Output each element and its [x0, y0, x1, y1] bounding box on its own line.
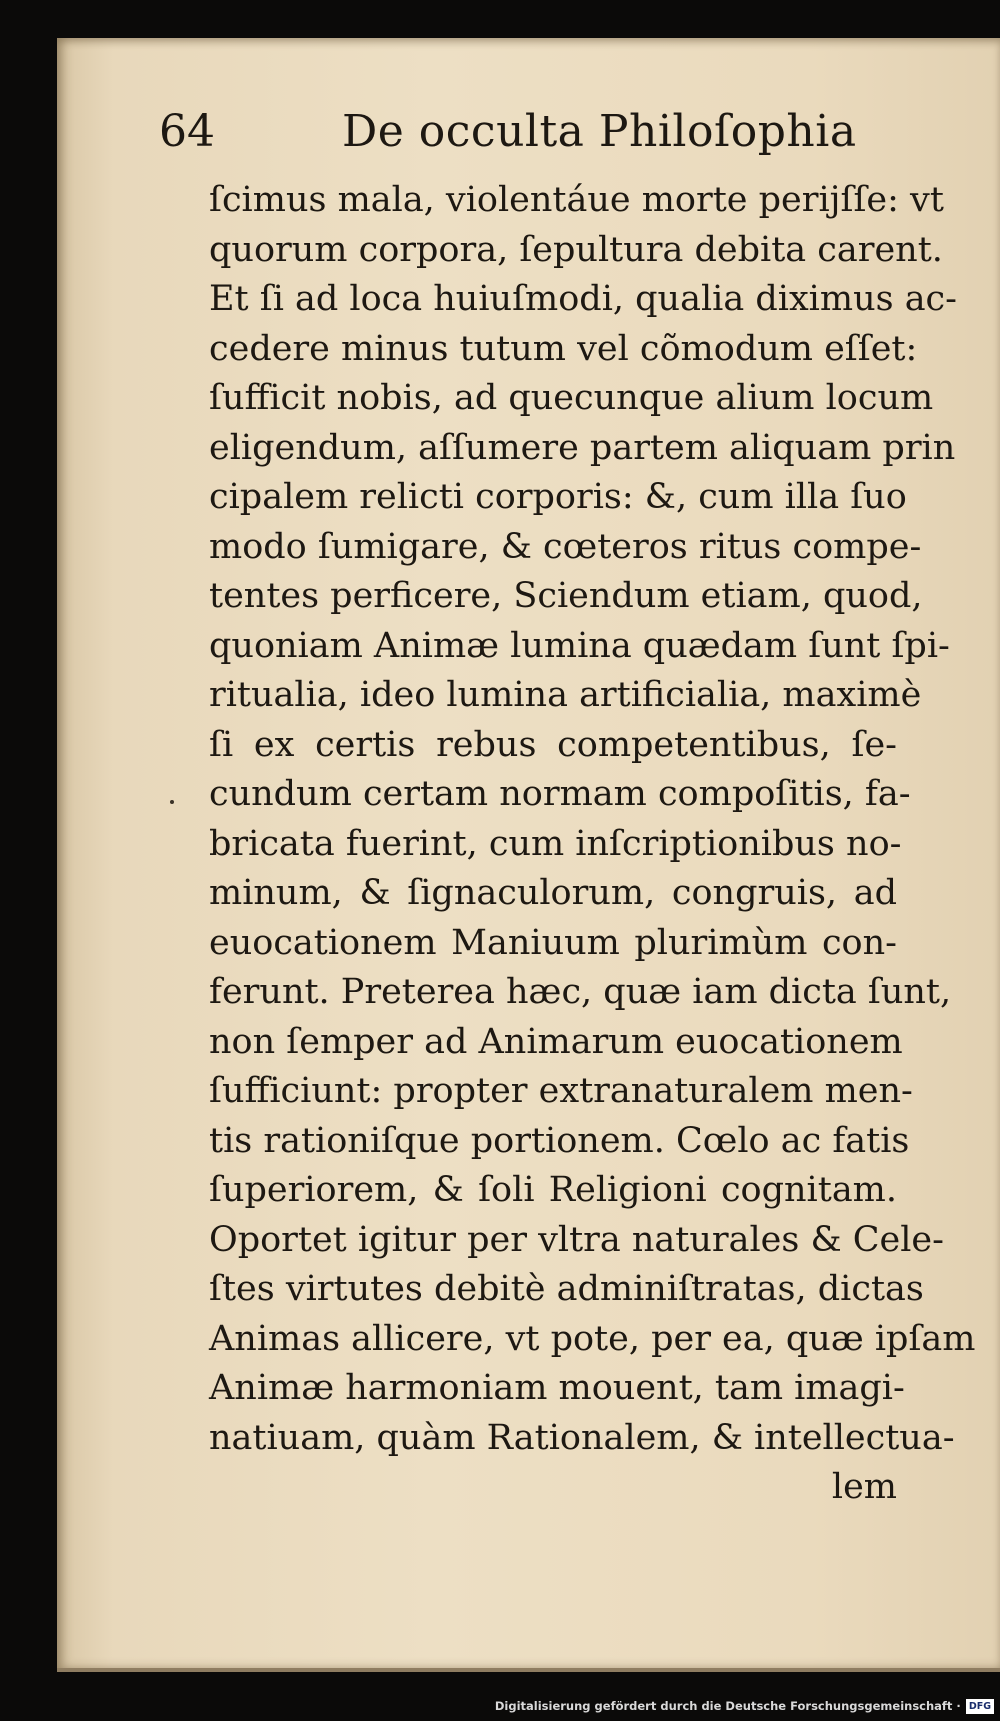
- text-line: cedere minus tutum vel cõmodum eſſet:: [209, 328, 918, 369]
- page-header: [57, 106, 1000, 168]
- text-line: Et ſi ad loca huiuſmodi, qualia diximus ac-: [209, 279, 957, 319]
- text-line: quorum corpora, ſepultura debita carent.: [209, 229, 943, 270]
- text-line: minum, & ſignaculorum, congruis, ad: [209, 873, 897, 913]
- text-line: ſi ex certis rebus competentibus, ſe-: [209, 724, 897, 765]
- text-line: ſtes virtutes debitè adminiſtratas, dictas: [209, 1269, 924, 1309]
- text-line: Oportet igitur per vltra naturales & Cele-: [209, 1219, 944, 1260]
- text-line: ritualia, ideo lumina artificialia, maximè: [209, 675, 922, 715]
- text-line: Animas allicere, vt pote, per ea, quæ ipſam: [209, 1318, 976, 1359]
- catchword: lem: [831, 1467, 897, 1507]
- body-text: [209, 176, 976, 1513]
- running-title: De occulta Philoſophia: [342, 106, 857, 157]
- text-line: tis rationiſque portionem. Cœlo ac fatis: [209, 1120, 910, 1161]
- book-page: [57, 38, 1000, 1668]
- text-line: modo ſumigare, & cœteros ritus compe-: [209, 526, 922, 567]
- text-line: ferunt. Preterea hæc, quæ iam dicta ſunt,: [209, 972, 952, 1012]
- credit-text: Digitalisierung gefördert durch die Deutsche Forschungsgemeinschaft ·: [494, 1699, 961, 1713]
- text-line: Animæ harmoniam mouent, tam imagi-: [209, 1368, 905, 1408]
- text-line: eligendum, aſſumere partem aliquam prin: [209, 427, 956, 468]
- text-line: cipalem relicti corporis: &, cum illa ſuo: [209, 477, 907, 517]
- text-line: ſcimus mala, violentáue morte perijſſe: vt: [209, 180, 944, 220]
- text-line: bricata fuerint, cum inſcriptionibus no-: [209, 823, 902, 864]
- text-line: non ſemper ad Animarum euocationem: [209, 1021, 903, 1062]
- digitization-credit: [495, 1697, 994, 1715]
- text-line: quoniam Animæ lumina quædam ſunt ſpi-: [209, 625, 950, 666]
- text-line: ſufficit nobis, ad quecunque alium locum: [209, 378, 934, 418]
- text-line: natiuam, quàm Rationalem, & intellectua-: [209, 1417, 955, 1458]
- text-line: tentes perficere, Sciendum etiam, quod,: [209, 576, 923, 616]
- text-line: cundum certam normam compoſitis, fa-: [209, 774, 911, 814]
- text-line: euocationem Maniuum plurimùm con-: [209, 922, 897, 963]
- text-line: ſufficiunt: propter extranaturalem men-: [209, 1071, 913, 1111]
- text-line: ſuperiorem, & ſoli Religioni cognitam.: [209, 1170, 897, 1210]
- dfg-logo-icon: DFG: [966, 1699, 994, 1714]
- page-number: 64: [159, 106, 215, 157]
- page-bottom-edge: [57, 1668, 1000, 1672]
- margin-mark: [170, 800, 174, 804]
